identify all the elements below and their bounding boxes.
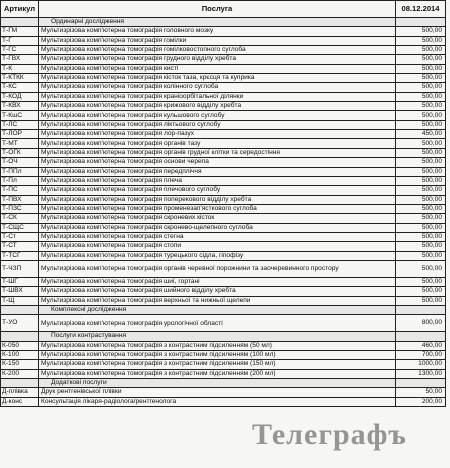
price-cell: 500,00 — [396, 36, 446, 45]
price-cell: 500,00 — [396, 242, 446, 251]
service-cell: Мультизрізова комп'ютерна томографія органів грудної клітки та середостіння — [39, 148, 396, 157]
service-cell: Ординарні дослідження — [39, 18, 396, 27]
article-cell: Т-СЩС — [1, 223, 39, 232]
price-cell: 200,00 — [396, 397, 446, 406]
table-row — [1, 74, 446, 83]
table-row — [1, 64, 446, 73]
article-cell: Т-ТСГ — [1, 251, 39, 260]
price-cell: 500,00 — [396, 83, 446, 92]
article-cell: Т-ПЗС — [1, 204, 39, 213]
price-cell — [396, 305, 446, 314]
section-row — [1, 18, 446, 27]
service-cell: Мультизрізова комп'ютерна томографія передпліччя — [39, 167, 396, 176]
table-row — [1, 360, 446, 369]
table-row — [1, 277, 446, 286]
service-cell: Мультизрізова комп'ютерна томографія кісток таза, крєсця та куприка — [39, 74, 396, 83]
service-cell: Мультизрізова комп'ютерна томографія урологічної області — [39, 315, 396, 332]
price-cell: 500,00 — [396, 46, 446, 55]
table-row — [1, 287, 446, 296]
article-cell: Т-ГС — [1, 46, 39, 55]
service-cell: Мультизрізова комп'ютерна томографія головного мозку — [39, 27, 396, 36]
price-cell: 500,00 — [396, 232, 446, 241]
table-row — [1, 251, 446, 260]
article-cell: Т-К — [1, 64, 39, 73]
article-cell: Т-ППл — [1, 167, 39, 176]
price-cell: 50,00 — [396, 388, 446, 397]
service-cell: Мультизрізова комп'ютерна томографія стопи — [39, 242, 396, 251]
table-row — [1, 83, 446, 92]
table-row — [1, 296, 446, 305]
service-cell: Додаткові послуги — [39, 379, 396, 388]
price-cell: 500,00 — [396, 74, 446, 83]
section-row — [1, 332, 446, 341]
article-cell: Т-МТ — [1, 139, 39, 148]
service-cell: Мультизрізова комп'ютерна томографія з контрастним підсиленням (200 мл) — [39, 369, 396, 378]
price-cell: 500,00 — [396, 260, 446, 277]
table-row — [1, 186, 446, 195]
service-cell: Мультизрізова комп'ютерна томографія органів тазу — [39, 139, 396, 148]
service-cell: Мультизрізова комп'ютерна томографія лор-пазух — [39, 130, 396, 139]
price-cell: 500,00 — [396, 139, 446, 148]
table-row — [1, 223, 446, 232]
article-cell: Д-плівка — [1, 388, 39, 397]
article-cell: Т-КТКК — [1, 74, 39, 83]
service-cell: Мультизрізова комп'ютерна томографія кисті — [39, 64, 396, 73]
article-cell: К-050 — [1, 341, 39, 350]
section-row — [1, 305, 446, 314]
price-cell: 500,00 — [396, 204, 446, 213]
article-cell: Т-ЧЗП — [1, 260, 39, 277]
price-cell — [396, 18, 446, 27]
table-row — [1, 214, 446, 223]
table-row — [1, 176, 446, 185]
table-row — [1, 148, 446, 157]
service-cell: Мультизрізова комп'ютерна томографія шийного відділу хребта — [39, 287, 396, 296]
table-row — [1, 120, 446, 129]
article-cell: Т-ГВХ — [1, 55, 39, 64]
price-cell: 500,00 — [396, 277, 446, 286]
article-cell: Т-ПС — [1, 186, 39, 195]
article-cell: Т-Щ — [1, 296, 39, 305]
service-cell: Мультизрізова комп'ютерна томографія краніоорбітальної ділянки — [39, 92, 396, 101]
table-row — [1, 315, 446, 332]
price-cell: 450,00 — [396, 130, 446, 139]
table-row — [1, 341, 446, 350]
service-cell: Мультизрізова комп'ютерна томографія гомілки — [39, 36, 396, 45]
article-cell: Т-ПВХ — [1, 195, 39, 204]
price-cell: 500,00 — [396, 176, 446, 185]
service-cell: Консультація лікаря-радіолога/рентгенолога — [39, 397, 396, 406]
table-row — [1, 111, 446, 120]
table-row — [1, 130, 446, 139]
article-cell: Т-УО — [1, 315, 39, 332]
article-cell: К-100 — [1, 351, 39, 360]
table-row — [1, 167, 446, 176]
price-cell: 500,00 — [396, 251, 446, 260]
table-row — [1, 46, 446, 55]
article-cell — [1, 379, 39, 388]
price-cell: 500,00 — [396, 296, 446, 305]
price-cell: 500,00 — [396, 102, 446, 111]
watermark-logo: Телеграфъ — [252, 418, 407, 451]
price-cell: 500,00 — [396, 287, 446, 296]
service-cell: Мультизрізова комп'ютерна томографія скроневих кісток — [39, 214, 396, 223]
price-cell — [396, 379, 446, 388]
price-cell: 500,00 — [396, 55, 446, 64]
table-row — [1, 158, 446, 167]
table-row — [1, 55, 446, 64]
service-cell: Мультизрізова комп'ютерна томографія ліктьового суглобу — [39, 120, 396, 129]
service-cell: Мультизрізова комп'ютерна томографія гомілковостопного суглоба — [39, 46, 396, 55]
article-cell: К-150 — [1, 360, 39, 369]
article-cell: Т-Пл — [1, 176, 39, 185]
table-row — [1, 397, 446, 406]
article-cell: Т-КшС — [1, 111, 39, 120]
article-cell: Д-конс — [1, 397, 39, 406]
table-body — [1, 18, 446, 407]
service-cell: Мультизрізова комп'ютерна томографія з контрастним підсиленням (150 мл) — [39, 360, 396, 369]
article-cell: Т-ШВХ — [1, 287, 39, 296]
table-row — [1, 102, 446, 111]
service-cell: Мультизрізова комп'ютерна томографія плечового суглобу — [39, 186, 396, 195]
service-cell: Мультизрізова комп'ютерна томографія верхньої та нижньої щелепи — [39, 296, 396, 305]
price-cell: 700,00 — [396, 351, 446, 360]
article-cell: Т-Ст — [1, 232, 39, 241]
service-cell: Мультизрізова комп'ютерна томографія променезап'ясткового суглоба — [39, 204, 396, 213]
table-row — [1, 139, 446, 148]
table-row — [1, 260, 446, 277]
article-cell: Т-ШГ — [1, 277, 39, 286]
service-cell: Мультизрізова комп'ютерна томографія скронево-щелепного суглоба — [39, 223, 396, 232]
table-row — [1, 27, 446, 36]
price-cell — [396, 332, 446, 341]
price-cell: 500,00 — [396, 92, 446, 101]
price-cell: 500,00 — [396, 223, 446, 232]
article-cell — [1, 332, 39, 341]
article-cell: Т-ОГК — [1, 148, 39, 157]
service-cell: Мультизрізова комп'ютерна томографія з контрастним підсиленням (100 мл) — [39, 351, 396, 360]
table-row — [1, 204, 446, 213]
header-date: 08.12.2014 — [396, 1, 446, 18]
price-cell: 1300,00 — [396, 369, 446, 378]
article-cell: К-200 — [1, 369, 39, 378]
service-cell: Друк рентгенівської плівки — [39, 388, 396, 397]
article-cell — [1, 305, 39, 314]
price-cell: 460,00 — [396, 341, 446, 350]
service-cell: Мультизрізова комп'ютерна томографія шиї, гортані — [39, 277, 396, 286]
service-cell: Мультизрізова комп'ютерна томографія основи черепа — [39, 158, 396, 167]
article-cell: Т-ОЧ — [1, 158, 39, 167]
article-cell: Т-СТ — [1, 242, 39, 251]
article-cell: Т-СК — [1, 214, 39, 223]
price-cell: 800,00 — [396, 315, 446, 332]
table-row — [1, 388, 446, 397]
price-cell: 500,00 — [396, 186, 446, 195]
article-cell — [1, 18, 39, 27]
price-cell: 500,00 — [396, 158, 446, 167]
service-cell: Мультизрізова комп'ютерна томографія колінного суглоба — [39, 83, 396, 92]
service-cell: Мультизрізова комп'ютерна томографія плеча — [39, 176, 396, 185]
section-row — [1, 379, 446, 388]
article-cell: Т-ГМ — [1, 27, 39, 36]
service-cell: Мультизрізова комп'ютерна томографія турецького сідла, гіпофізу — [39, 251, 396, 260]
article-cell: Т-ЛС — [1, 120, 39, 129]
price-cell: 500,00 — [396, 27, 446, 36]
article-cell: Т-КОД — [1, 92, 39, 101]
service-cell: Комплексні дослідження — [39, 305, 396, 314]
table-row — [1, 351, 446, 360]
article-cell: Т-КС — [1, 83, 39, 92]
service-cell: Послуги контрастування — [39, 332, 396, 341]
table-row — [1, 36, 446, 45]
header-article: Артикул — [1, 1, 39, 18]
price-cell: 500,00 — [396, 148, 446, 157]
price-cell: 500,00 — [396, 195, 446, 204]
service-cell: Мультизрізова комп'ютерна томографія кульшового суглобу — [39, 111, 396, 120]
header-service: Послуга — [39, 1, 396, 18]
service-cell: Мультизрізова комп'ютерна томографія поперекового відділу хребта — [39, 195, 396, 204]
price-cell: 500,00 — [396, 64, 446, 73]
price-cell: 500,00 — [396, 167, 446, 176]
price-cell: 500,00 — [396, 120, 446, 129]
service-cell: Мультизрізова комп'ютерна томографія органів черевної порожнини та заочеревинного простору — [39, 260, 396, 277]
article-cell: Т-Г — [1, 36, 39, 45]
service-cell: Мультизрізова комп'ютерна томографія з контрастним підсиленням (50 мл) — [39, 341, 396, 350]
service-cell: Мультизрізова комп'ютерна томографія крижового відділу хребта — [39, 102, 396, 111]
price-cell: 500,00 — [396, 214, 446, 223]
price-cell: 500,00 — [396, 111, 446, 120]
table-row — [1, 232, 446, 241]
price-cell: 1000,00 — [396, 360, 446, 369]
table-row — [1, 92, 446, 101]
article-cell: Т-ЛОР — [1, 130, 39, 139]
table-row — [1, 242, 446, 251]
service-cell: Мультизрізова комп'ютерна томографія стегна — [39, 232, 396, 241]
article-cell: Т-КВХ — [1, 102, 39, 111]
service-cell: Мультизрізова комп'ютерна томографія грудного відділу хребта — [39, 55, 396, 64]
header-row — [1, 1, 446, 18]
table-row — [1, 195, 446, 204]
table-row — [1, 369, 446, 378]
